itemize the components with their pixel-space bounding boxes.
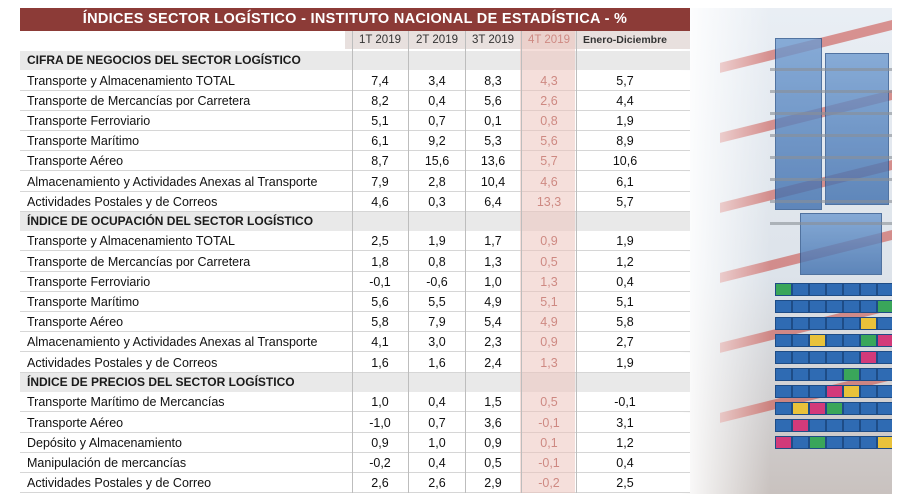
table-cell: 1,9: [616, 234, 634, 249]
table-cell: 1,2: [616, 435, 634, 450]
table-cell: 1,0: [371, 395, 389, 410]
table-cell: 1,0: [428, 435, 446, 450]
table-cell: 1,0: [484, 274, 502, 289]
table-row: [20, 172, 690, 192]
table-cell: 10,4: [480, 174, 506, 189]
table-cell: 7,4: [371, 73, 389, 88]
column-header: 2T 2019: [416, 34, 458, 46]
table-row: [20, 231, 690, 251]
table-cell: 5,4: [484, 315, 502, 330]
table-cell: 1,3: [484, 254, 502, 269]
table-cell: 0,4: [428, 395, 446, 410]
table-cell: 8,2: [371, 93, 389, 108]
table-cell: 0,8: [428, 254, 446, 269]
table-row: [20, 131, 690, 151]
row-label: Transporte de Mercancías por Carretera: [27, 93, 251, 108]
table-row: [20, 71, 690, 91]
row-label: Transporte Aéreo: [27, 154, 124, 169]
table-cell: 4,1: [371, 335, 389, 350]
column-header: 3T 2019: [472, 34, 514, 46]
table-row: [20, 252, 690, 272]
column-header: Enero-Diciembre: [582, 34, 668, 46]
table-cell: 5,6: [371, 295, 389, 309]
row-label: Transporte Marítimo: [27, 134, 140, 149]
column-divider: [352, 31, 353, 493]
table-cell: 5,1: [616, 295, 634, 309]
row-label: Transporte Marítimo: [27, 295, 140, 309]
table-cell: 1,7: [484, 234, 502, 249]
row-label: Transporte y Almacenamiento TOTAL: [27, 234, 235, 249]
table-cell: 10,6: [612, 154, 638, 169]
table-cell: 4,9: [484, 295, 502, 309]
table-cell: 5,5: [428, 295, 446, 309]
table-cell: 1,5: [484, 395, 502, 410]
table-cell: 0,1: [484, 113, 502, 128]
table-cell: 8,7: [371, 154, 389, 169]
table-cell: -0,2: [369, 455, 391, 470]
table-cell: 5,3: [484, 134, 502, 149]
q4-highlight: [520, 31, 575, 493]
table-cell: 3,4: [428, 73, 446, 88]
row-label: Transporte Aéreo: [27, 415, 124, 430]
table-cell: 8,3: [484, 73, 502, 88]
column-divider: [576, 31, 577, 493]
table-cell: 1,8: [371, 254, 389, 269]
table-cell: 0,7: [428, 113, 446, 128]
table-cell: 13,6: [480, 154, 506, 169]
table-cell: 2,6: [428, 476, 446, 491]
table-row: [20, 91, 690, 111]
row-label: Transporte Marítimo de Mercancías: [27, 395, 225, 410]
table-cell: 1,9: [616, 113, 634, 128]
row-label: Transporte Ferroviario: [27, 274, 151, 289]
table-row: [20, 312, 690, 332]
table-row: [20, 353, 690, 373]
table-row: [20, 111, 690, 131]
table-cell: 0,4: [428, 455, 446, 470]
table-cell: 3,6: [484, 415, 502, 430]
table-cell: 0,9: [371, 435, 389, 450]
table-cell: 3,0: [428, 335, 446, 350]
table-row: [20, 433, 690, 453]
table-cell: 5,6: [484, 93, 502, 108]
table-row: [20, 292, 690, 312]
table-cell: 2,6: [371, 476, 389, 491]
table-cell: 6,4: [484, 194, 502, 209]
table-row: [20, 151, 690, 171]
table-cell: 0,9: [484, 435, 502, 450]
row-label: Transporte Aéreo: [27, 315, 124, 330]
table-cell: 5,8: [371, 315, 389, 330]
table-cell: 2,9: [484, 476, 502, 491]
row-label: Actividades Postales y de Correo: [27, 476, 212, 491]
column-divider: [521, 31, 522, 493]
table-cell: 6,1: [616, 174, 634, 189]
table-cell: 4,4: [616, 93, 634, 108]
row-label: Almacenamiento y Actividades Anexas al Transporte: [27, 174, 318, 189]
table-cell: 0,4: [616, 274, 634, 289]
table-cell: 15,6: [424, 154, 450, 169]
table-cell: 9,2: [428, 134, 446, 149]
section-header: CIFRA DE NEGOCIOS DEL SECTOR LOGÍSTICO: [20, 51, 690, 70]
row-label: Actividades Postales y de Correos: [27, 194, 218, 209]
table-cell: 2,8: [428, 174, 446, 189]
row-label: Transporte de Mercancías por Carretera: [27, 254, 251, 269]
table-row: [20, 272, 690, 292]
column-divider: [465, 31, 466, 493]
row-label: Transporte y Almacenamiento TOTAL: [27, 73, 235, 88]
table-cell: 7,9: [428, 315, 446, 330]
table-cell: 0,7: [428, 415, 446, 430]
row-label: Actividades Postales y de Correos: [27, 355, 218, 370]
column-header: 1T 2019: [359, 34, 401, 46]
table-cell: 5,1: [371, 113, 389, 128]
column-divider: [408, 31, 409, 493]
row-label: Manipulación de mercancías: [27, 455, 187, 470]
table-row: [20, 473, 690, 493]
table-cell: 6,1: [371, 134, 389, 149]
table-cell: 1,2: [616, 254, 634, 269]
table-row: [20, 332, 690, 352]
table-cell: 8,9: [616, 134, 634, 149]
table-cell: -1,0: [369, 415, 391, 430]
table-cell: 4,6: [371, 194, 389, 209]
row-label: Transporte Ferroviario: [27, 113, 151, 128]
table-cell: 3,1: [616, 415, 634, 430]
table-title: ÍNDICES SECTOR LOGÍSTICO - INSTITUTO NACIONAL DE ESTADÍSTICA - %: [20, 8, 690, 31]
table-cell: 0,4: [428, 93, 446, 108]
table-cell: 1,6: [371, 355, 389, 370]
row-label: Almacenamiento y Actividades Anexas al Transporte: [27, 335, 318, 350]
table-cell: 2,7: [616, 335, 634, 350]
table-cell: -0,1: [614, 395, 636, 410]
table-row: [20, 392, 690, 412]
table-cell: 1,6: [428, 355, 446, 370]
table-cell: 1,9: [616, 355, 634, 370]
warehouse-photo: [680, 8, 892, 494]
section-header: ÍNDICE DE PRECIOS DEL SECTOR LOGÍSTICO: [20, 373, 690, 392]
table-cell: 5,7: [616, 194, 634, 209]
table-cell: 5,8: [616, 315, 634, 330]
table-cell: 5,7: [616, 73, 634, 88]
table-cell: 2,4: [484, 355, 502, 370]
table-cell: 0,3: [428, 194, 446, 209]
table-row: [20, 453, 690, 473]
row-label: Depósito y Almacenamiento: [27, 435, 182, 450]
table-cell: -0,1: [369, 274, 391, 289]
table-row: [20, 192, 690, 212]
table-cell: 2,3: [484, 335, 502, 350]
table-cell: 0,5: [484, 455, 502, 470]
table-cell: 2,5: [616, 476, 634, 491]
table-cell: 2,5: [371, 234, 389, 249]
section-header: ÍNDICE DE OCUPACIÓN DEL SECTOR LOGÍSTICO: [20, 212, 690, 231]
table-cell: 7,9: [371, 174, 389, 189]
table-cell: 0,4: [616, 455, 634, 470]
table-row: [20, 413, 690, 433]
table-cell: 1,9: [428, 234, 446, 249]
table-cell: -0,6: [426, 274, 448, 289]
